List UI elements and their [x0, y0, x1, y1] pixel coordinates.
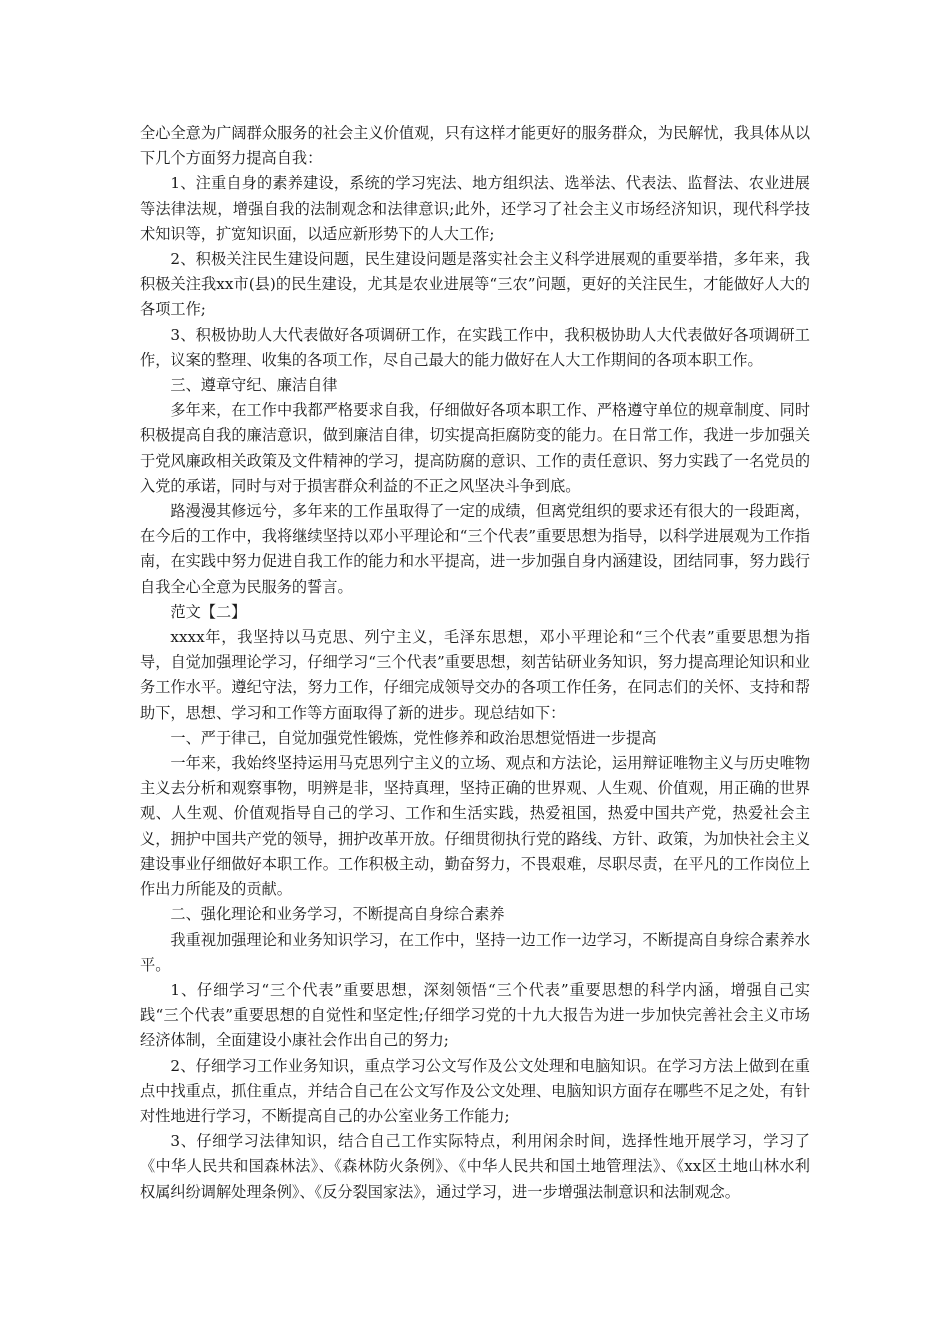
section-heading-3: 三、遵章守纪、廉洁自律	[170, 376, 338, 395]
paragraph-item-1: 1、注重自身的素养建设，系统的学习宪法、地方组织法、选举法、代表法、监督法、农业进展等法律法规，增强自我的法制观念和法律意识;此外，还学习了社会主义市场经济知识，现代科学技术知识等，扩宽知识面，以适应新形势下的人大工作;	[140, 174, 810, 243]
paragraph-conclusion: 路漫漫其修远兮，多年来的工作虽取得了一定的成绩，但离党组织的要求还有很大的一段距离，在今后的工作中，我将继续坚持以邓小平理论和“三个代表”重要思想为指导，以科学进展观为工作指南，在实践中努力促进自我工作的能力和水平提高，进一步加强自身内涵建设，团结同事，努力践行自我全心全意为民服务的誓言。	[140, 502, 810, 596]
paragraph-study-1: 1、仔细学习“三个代表”重要思想，深刻领悟“三个代表”重要思想的科学内涵，增强自己实践“三个代表”重要思想的自觉性和坚定性;仔细学习党的十九大报告为进一步加快完善社会主义市场经济体制，全面建设小康社会作出自己的努力;	[140, 980, 810, 1050]
sample-heading-2: 范文【二】	[170, 602, 247, 621]
paragraph-intro: 全心全意为广阔群众服务的社会主义价值观，只有这样才能更好的服务群众，为民解忧，我具体从以下几个方面努力提高自我：	[140, 124, 810, 168]
document-body	[140, 121, 810, 1205]
paragraph-item-2: 2、积极关注民生建设问题，民生建设问题是落实社会主义科学进展观的重要举措，多年来，我积极关注我xx市(县)的民生建设，尤其是农业进展等“三农”问题，更好的关注民生，才能做好人大的各项工作;	[140, 250, 810, 319]
section-heading-1: 一、严于律己，自觉加强党性锻炼，党性修养和政治思想觉悟进一步提高	[170, 728, 657, 747]
paragraph-party-spirit: 一年来，我始终坚持运用马克思列宁主义的立场、观点和方法论，运用辩证唯物主义与历史唯物主义去分析和观察事物，明辨是非，坚持真理，坚持正确的世界观、人生观、价值观，用正确的世界观、人生观、价值观指导自己的学习、工作和生活实践，热爱祖国，热爱中国共产党，热爱社会主义，拥护中国共产党的领导，拥护改革开放。仔细贯彻执行党的路线、方针、政策，为加快社会主义建设事业仔细做好本职工作。工作积极主动，勤奋努力，不畏艰难，尽职尽责，在平凡的工作岗位上作出力所能及的贡献。	[140, 754, 810, 899]
paragraph-study-2: 2、仔细学习工作业务知识，重点学习公文写作及公文处理和电脑知识。在学习方法上做到在重点中找重点，抓住重点，并结合自己在公文写作及公文处理、电脑知识方面存在哪些不足之处，有针对性地进行学习，不断提高自己的办公室业务工作能力;	[140, 1056, 810, 1125]
paragraph-study-3: 3、仔细学习法律知识，结合自己工作实际特点，利用闲余时间，选择性地开展学习，学习了《中华人民共和国森林法》、《森林防火条例》、《中华人民共和国土地管理法》、《xx区土地山林水利权属纠纷调解处理条例》、《反分裂国家法》，通过学习，进一步增强法制意识和法制观念。	[140, 1132, 810, 1201]
paragraph-study-intro: 我重视加强理论和业务知识学习，在工作中，坚持一边工作一边学习，不断提高自身综合素养水平。	[140, 930, 810, 974]
paragraph-item-3: 3、积极协助人大代表做好各项调研工作，在实践工作中，我积极协助人大代表做好各项调研工作，议案的整理、收集的各项工作，尽自己最大的能力做好在人大工作期间的各项本职工作。	[140, 325, 810, 369]
section-heading-2: 二、强化理论和业务学习，不断提高自身综合素养	[170, 905, 505, 924]
paragraph-sample2-intro: xxxx年，我坚持以马克思、列宁主义，毛泽东思想，邓小平理论和“三个代表”重要思想为指导，自觉加强理论学习，仔细学习“三个代表”重要思想，刻苦钻研业务知识，努力提高理论知识和业务工作水平。遵纪守法，努力工作，仔细完成领导交办的各项工作任务，在同志们的关怀、支持和帮助下，思想、学习和工作等方面取得了新的进步。现总结如下：	[140, 628, 810, 722]
paragraph-discipline: 多年来，在工作中我都严格要求自我，仔细做好各项本职工作、严格遵守单位的规章制度、同时积极提高自我的廉洁意识，做到廉洁自律，切实提高拒腐防变的能力。在日常工作，我进一步加强关于党风廉政相关政策及文件精神的学习，提高防腐的意识、工作的责任意识、努力实践了一名党员的入党的承诺，同时与对于损害群众利益的不正之风坚决斗争到底。	[140, 401, 810, 495]
